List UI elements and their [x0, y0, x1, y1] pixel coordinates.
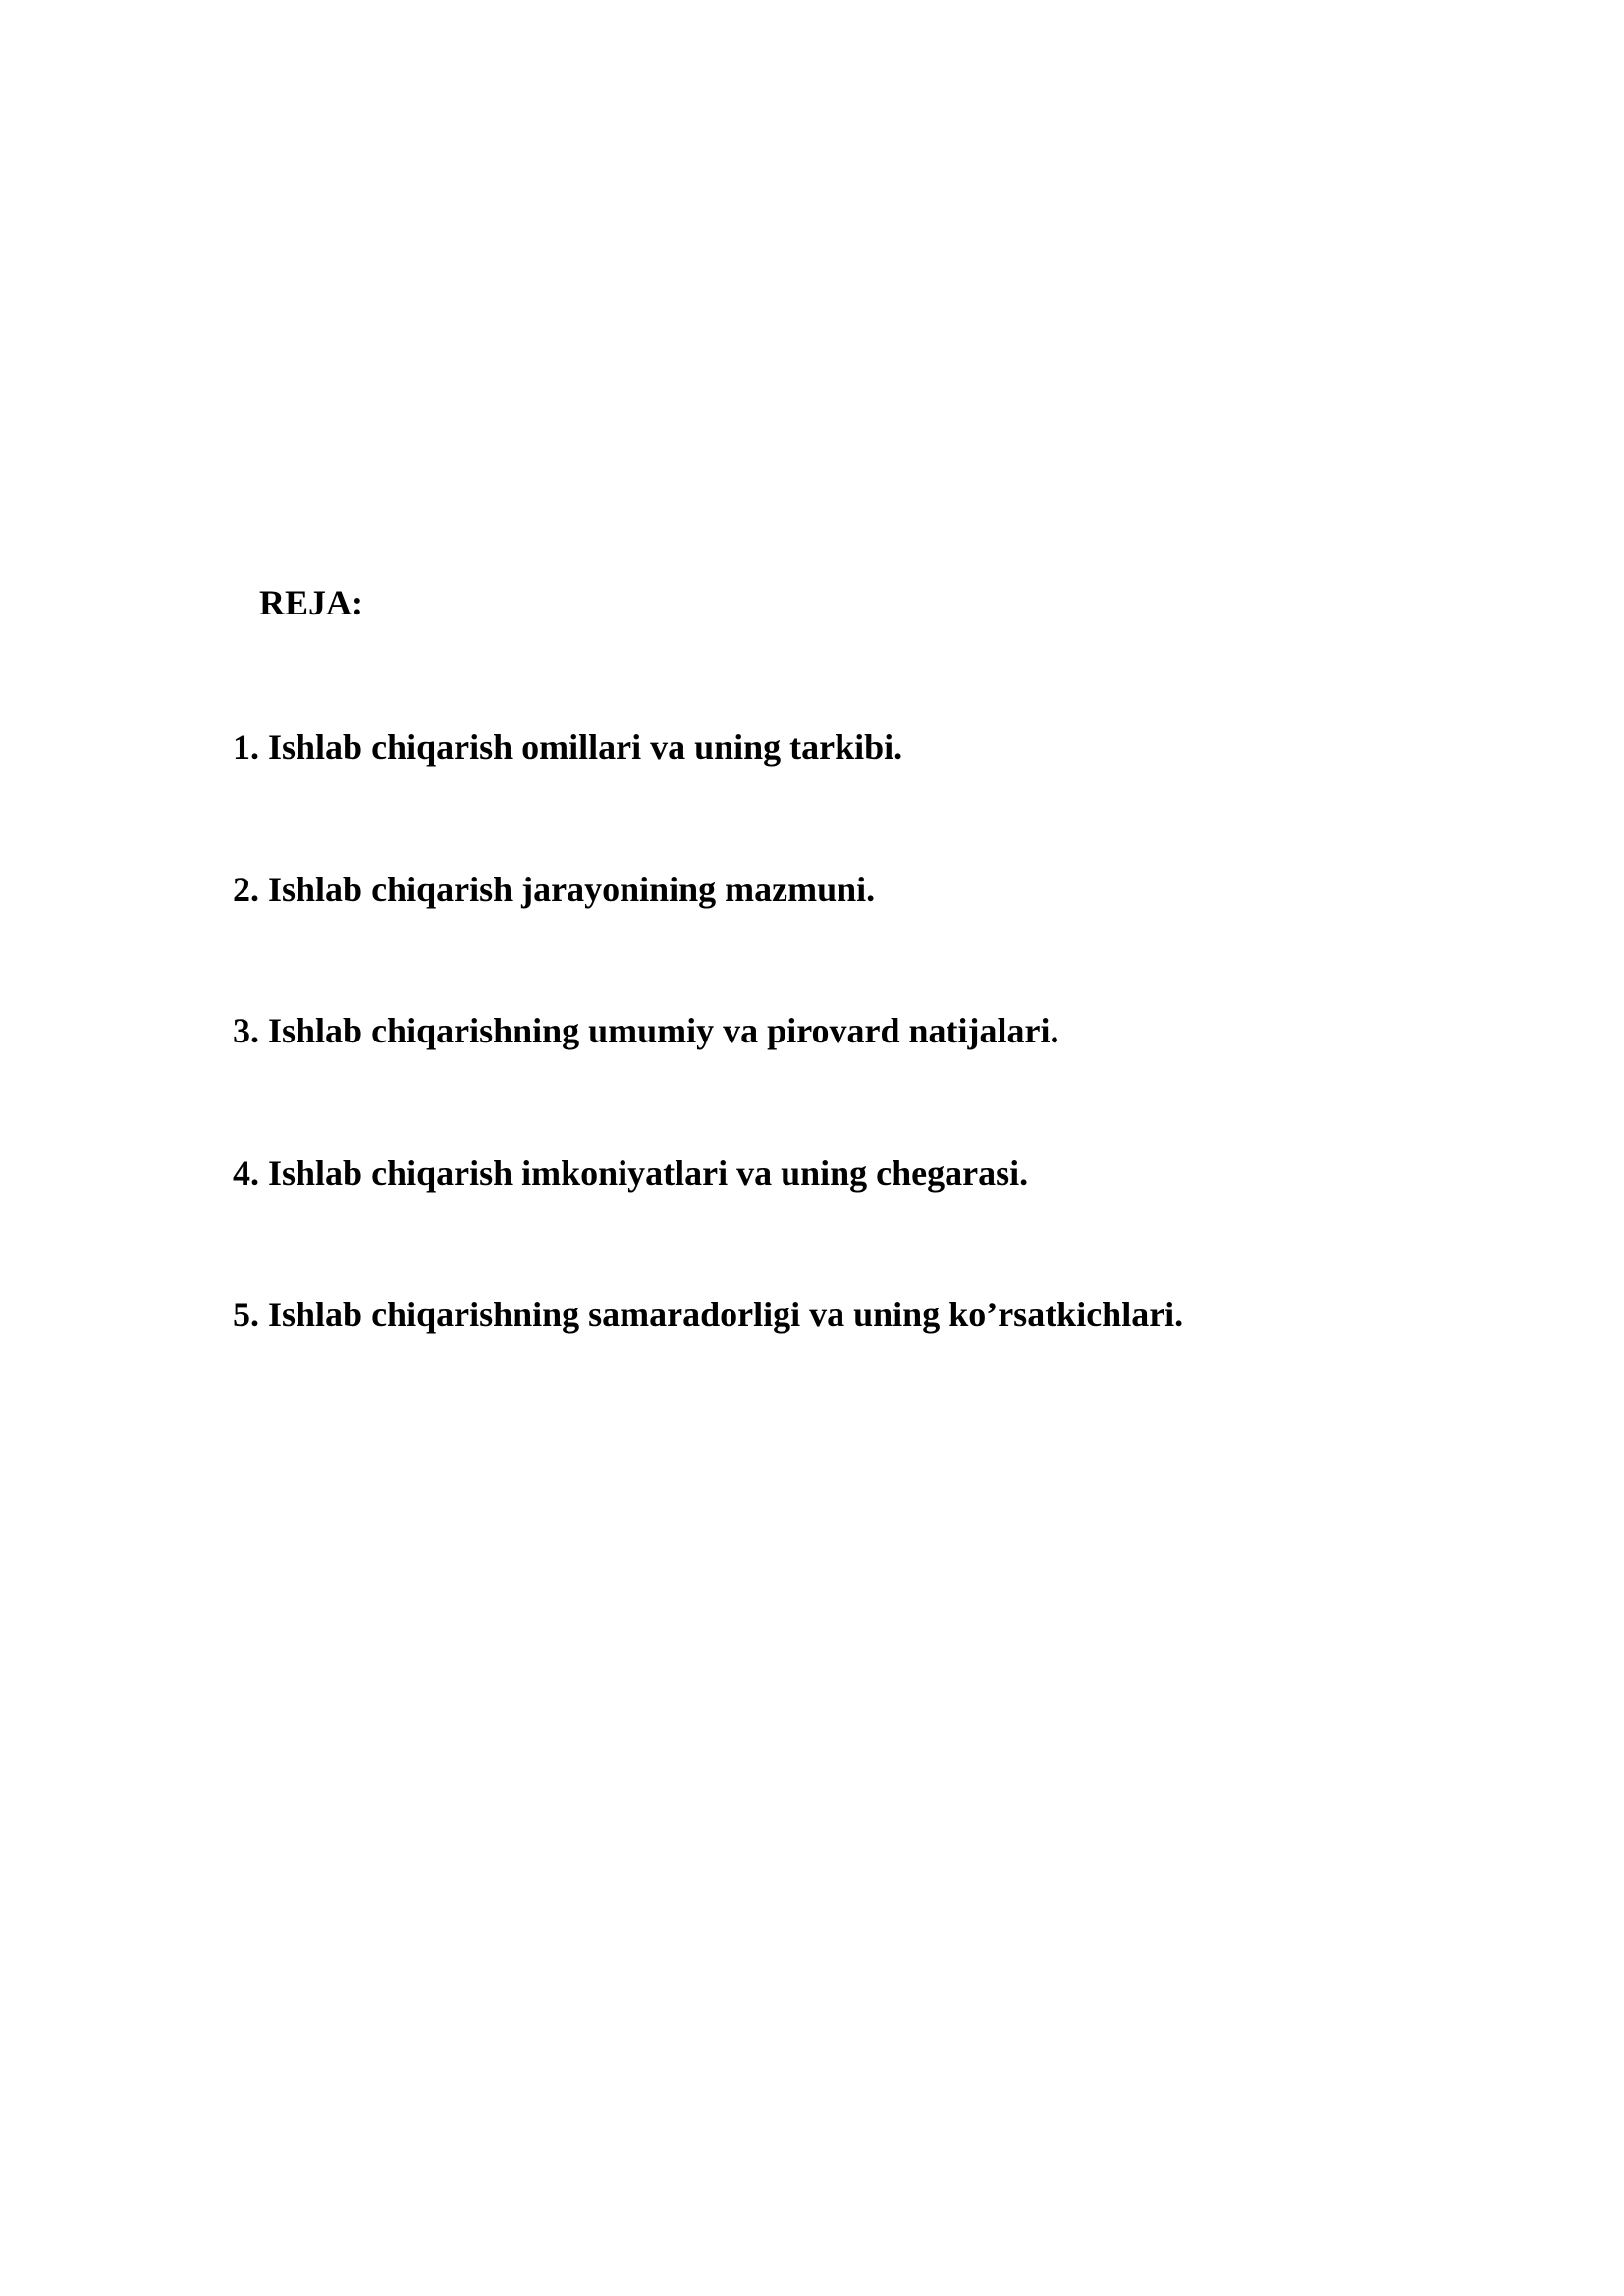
- plan-title: REJA:: [259, 583, 363, 622]
- plan-item-4: 4. Ishlab chiqarish imkoniyatlari va uning chegarasi.: [233, 1153, 1029, 1193]
- plan-item-5: 5. Ishlab chiqarishning samaradorligi va uning ko’rsatkichlari.: [233, 1295, 1184, 1334]
- plan-item-2: 2. Ishlab chiqarish jarayonining mazmuni.: [233, 870, 876, 909]
- plan-item-1: 1. Ishlab chiqarish omillari va uning tarkibi.: [233, 727, 903, 767]
- plan-item-3: 3. Ishlab chiqarishning umumiy va pirovard natijalari.: [233, 1011, 1059, 1050]
